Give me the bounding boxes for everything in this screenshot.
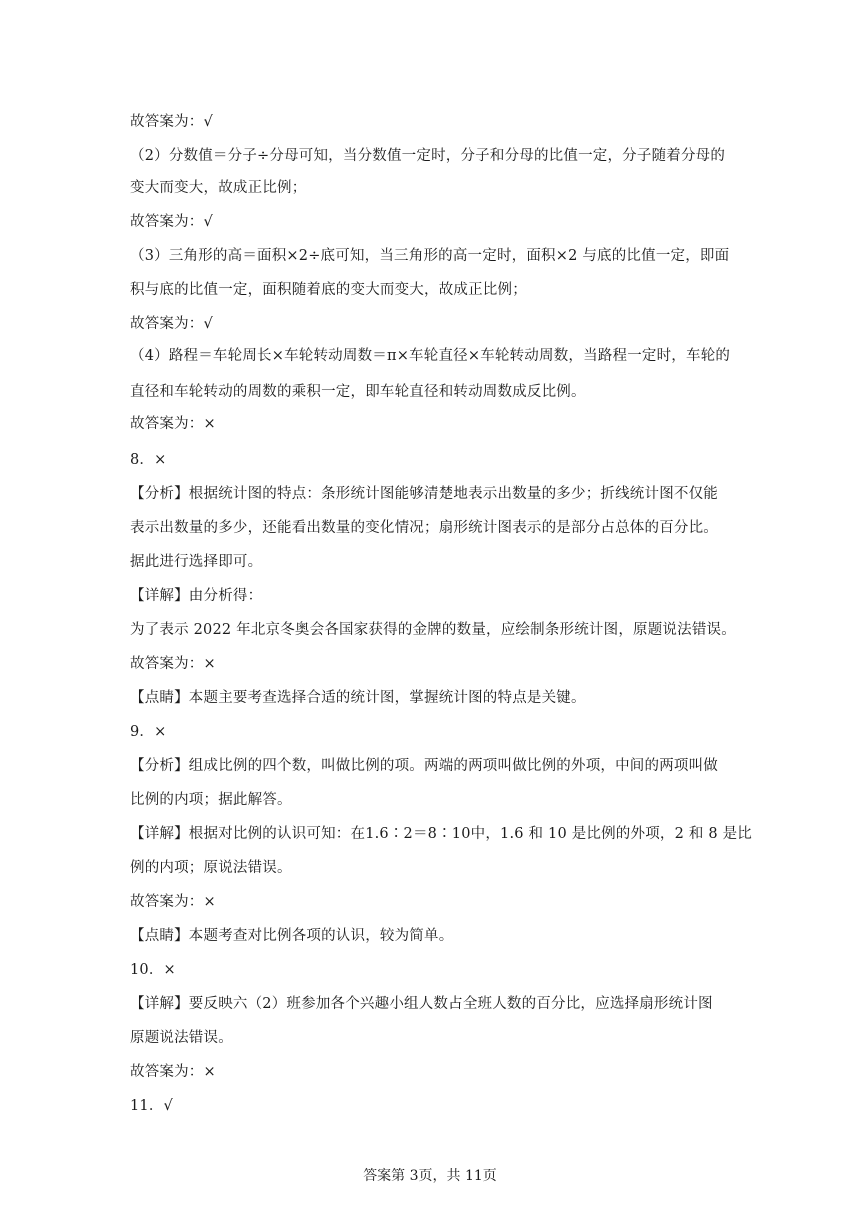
- text-line: 故答案为：×: [130, 894, 216, 910]
- text-line: 故答案为：√: [130, 114, 213, 130]
- text-line: 表示出数量的多少，还能看出数量的变化情况；扇形统计图表示的是部分占总体的百分比。: [130, 520, 718, 536]
- page-footer: 答案第 3页，共 11页: [363, 1168, 497, 1184]
- text-line: 【分析】组成比例的四个数，叫做比例的项。两端的两项叫做比例的外项，中间的两项叫做: [130, 758, 718, 774]
- text-line: 【详解】要反映六（2）班参加各个兴趣小组人数占全班人数的百分比，应选择扇形统计图: [130, 996, 713, 1012]
- text-line: 积与底的比值一定，面积随着底的变大而变大，故成正比例；: [130, 282, 527, 298]
- question-number: 11．√: [130, 1098, 173, 1114]
- text-line: 直径和车轮转动的周数的乘积一定，即车轮直径和转动周数成反比例。: [130, 384, 586, 400]
- text-line: 故答案为：×: [130, 416, 216, 432]
- text-line: 原题说法错误。: [130, 1030, 233, 1046]
- text-line: 【详解】由分析得：: [130, 588, 263, 604]
- question-number: 9．×: [130, 724, 167, 740]
- text-line: 故答案为：×: [130, 656, 216, 672]
- question-number: 10．×: [130, 962, 176, 978]
- text-line: 【点睛】本题考查对比例各项的认识，较为简单。: [130, 928, 454, 944]
- text-line: 故答案为：√: [130, 316, 213, 332]
- text-line: 为了表示 2022 年北京冬奥会各国家获得的金牌的数量，应绘制条形统计图，原题说法错误。: [130, 622, 736, 638]
- text-line: （3）三角形的高＝面积×2÷底可知，当三角形的高一定时，面积×2 与底的比值一定，即面: [130, 248, 730, 264]
- text-line: 【分析】根据统计图的特点：条形统计图能够清楚地表示出数量的多少；折线统计图不仅能: [130, 486, 718, 502]
- text-line: 比例的内项；据此解答。: [130, 792, 292, 808]
- text-line: 据此进行选择即可。: [130, 554, 263, 570]
- text-line: 变大而变大，故成正比例；: [130, 180, 307, 196]
- text-line: 故答案为：×: [130, 1064, 216, 1080]
- text-line: （2）分数值＝分子÷分母可知，当分数值一定时，分子和分母的比值一定，分子随着分母的: [130, 148, 726, 164]
- text-line: 故答案为：√: [130, 214, 213, 230]
- question-number: 8．×: [130, 452, 167, 468]
- text-line: （4）路程＝车轮周长×车轮转动周数＝π×车轮直径×车轮转动周数，当路程一定时，车轮的: [130, 348, 731, 364]
- text-line: 【详解】根据对比例的认识可知：在1.6∶2＝8∶10中，1.6 和 10 是比例的外项，2 和 8 是比: [130, 826, 752, 842]
- text-line: 【点睛】本题主要考查选择合适的统计图，掌握统计图的特点是关键。: [130, 690, 586, 706]
- text-line: 例的内项；原说法错误。: [130, 860, 292, 876]
